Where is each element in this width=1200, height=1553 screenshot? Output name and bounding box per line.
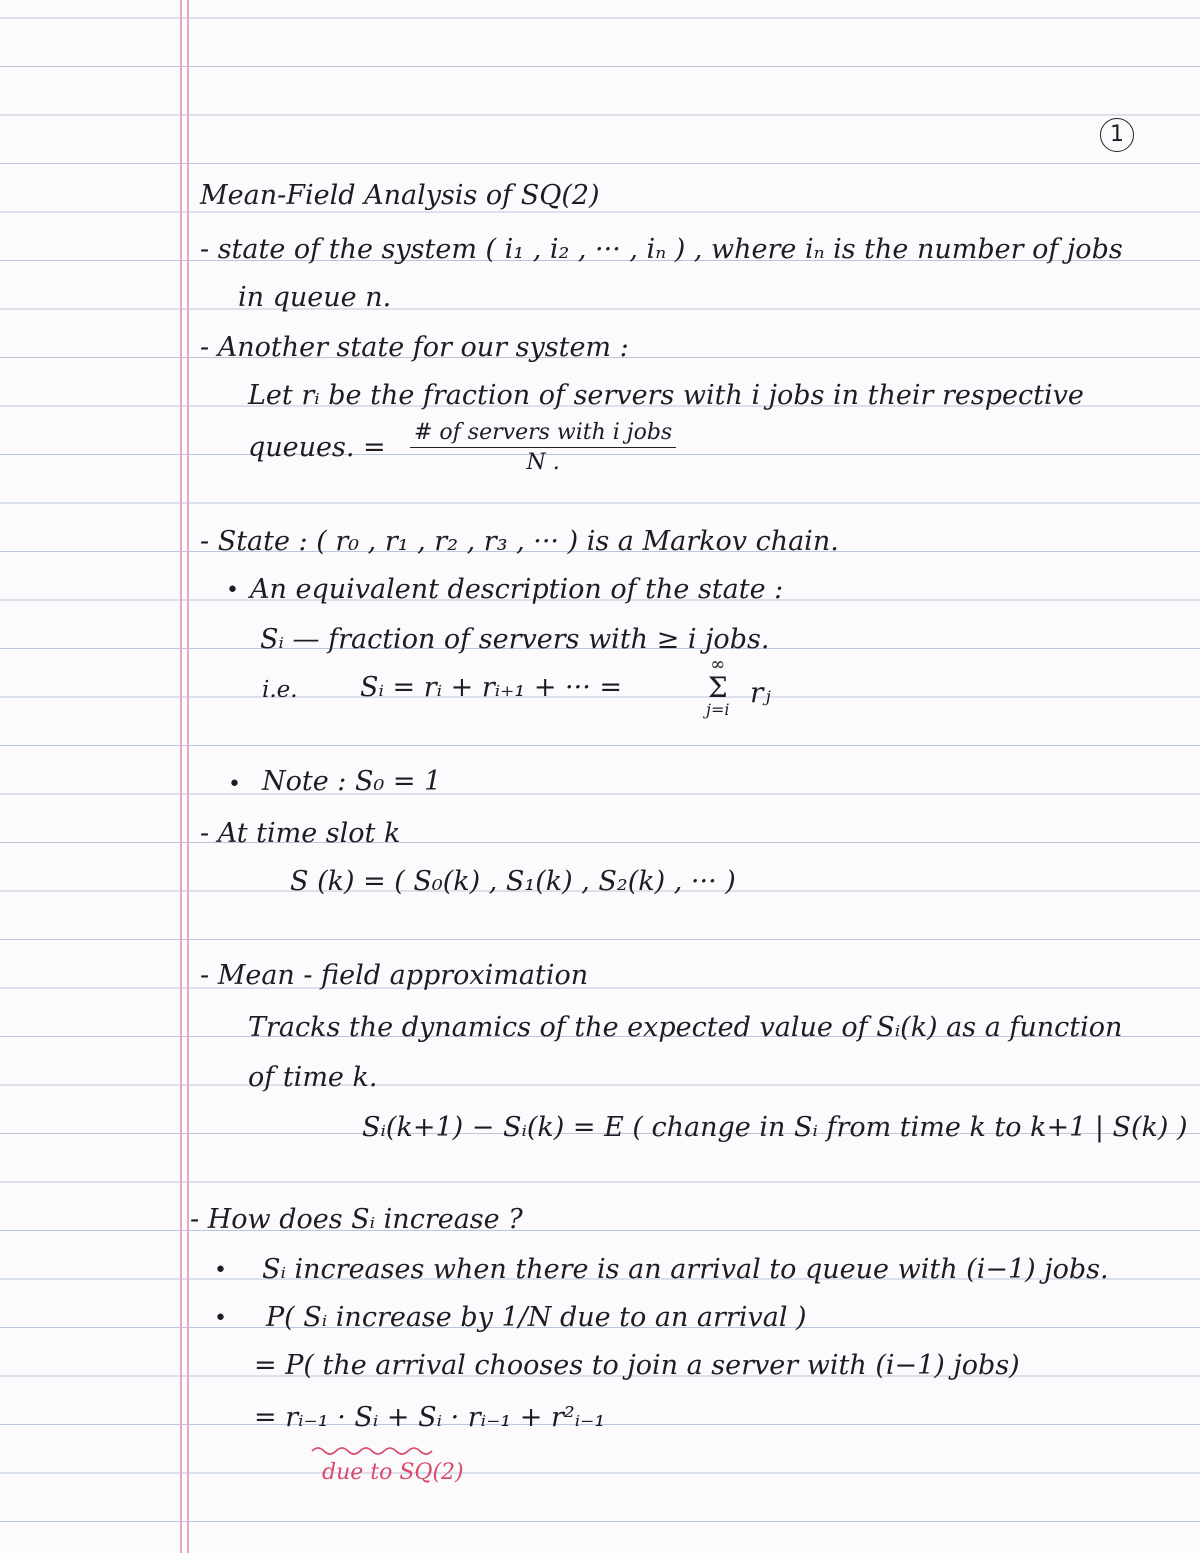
page-number: 1: [1100, 118, 1134, 152]
sum-term: rⱼ: [750, 676, 771, 709]
annotation-note: due to SQ(2): [322, 1460, 464, 1485]
fraction-servers: [410, 420, 676, 475]
another-state-line: - Another state for our system :: [200, 332, 629, 363]
annotation-underline: [310, 1444, 440, 1458]
tracks-line: Tracks the dynamics of the expected value of Sᵢ(k) as a function: [248, 1012, 1123, 1043]
of-time-line: of time k.: [248, 1062, 378, 1093]
sk-def-line: S (k) = ( S₀(k) , S₁(k) , S₂(k) , ··· ): [290, 866, 736, 897]
bullet-icon: •: [228, 772, 241, 797]
bullet-icon: •: [226, 578, 239, 603]
state-markov-line: - State : ( r₀ , r₁ , r₂ , r₃ , ··· ) is a Markov chain.: [200, 526, 839, 557]
page-title: Mean-Field Analysis of SQ(2): [200, 180, 600, 211]
mf-approx-line: - Mean - field approximation: [200, 960, 589, 991]
queues-line: queues. =: [248, 432, 386, 463]
fraction-denominator: N .: [526, 450, 560, 475]
let-ri-line: Let rᵢ be the fraction of servers with i jobs in their respective: [248, 380, 1084, 411]
state-system-line: - state of the system ( i₁ , i₂ , ··· , iₙ ) , where iₙ is the number of jobs: [200, 234, 1123, 265]
margin-line-right: [187, 0, 189, 1553]
equiv-desc-line: An equivalent description of the state :: [250, 574, 784, 605]
mf-equation: Sᵢ(k+1) − Sᵢ(k) = E ( change in Sᵢ from time k to k+1 | S(k) ): [362, 1112, 1188, 1143]
ie-label: i.e.: [262, 677, 298, 703]
sum-sigma: Σ: [707, 671, 728, 704]
how-increase-line: - How does Sᵢ increase ?: [190, 1204, 523, 1235]
state-system-cont-line: in queue n.: [238, 282, 392, 313]
bullet-icon: •: [214, 1306, 227, 1331]
margin-line-left: [180, 0, 182, 1553]
sum-upper: ∞: [710, 654, 726, 675]
time-slot-line: - At time slot k: [200, 818, 401, 849]
increase-when-line: Sᵢ increases when there is an arrival to queue with (i−1) jobs.: [262, 1254, 1109, 1285]
summation: [706, 656, 729, 718]
sum-lower: j=i: [706, 700, 730, 719]
final-equation: = rᵢ₋₁ · Sᵢ + Sᵢ · rᵢ₋₁ + r²ᵢ₋₁: [254, 1402, 606, 1433]
si-def-line: Sᵢ — fraction of servers with ≥ i jobs.: [260, 624, 770, 655]
si-eq-line: Sᵢ = rᵢ + rᵢ₊₁ + ··· =: [360, 672, 622, 703]
bullet-icon: •: [214, 1258, 227, 1283]
note-line: Note : S₀ = 1: [262, 766, 442, 797]
fraction-numerator: # of servers with i jobs: [410, 420, 676, 448]
p-increase-line: P( Sᵢ increase by 1/N due to an arrival ): [266, 1302, 807, 1333]
p-join-line: = P( the arrival chooses to join a server with (i−1) jobs): [254, 1350, 1020, 1381]
